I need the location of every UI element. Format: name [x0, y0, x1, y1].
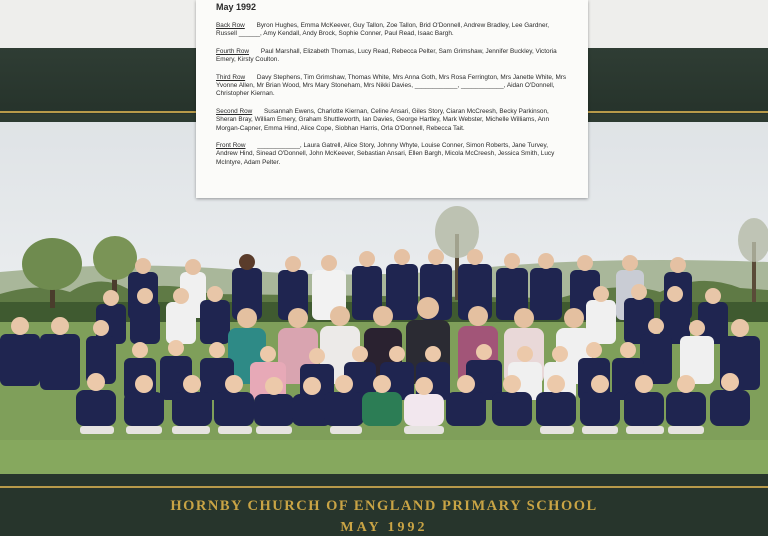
lawn-foreground — [0, 440, 768, 474]
row-names: Paul Marshall, Elizabeth Thomas, Lucy Read, Rebecca Pelter, Sam Grimshaw, Jennifer Buckley, Victoria Emery, Kirsty Coulton. — [216, 47, 557, 64]
school-name-inscription: HORNBY CHURCH OF ENGLAND PRIMARY SCHOOL — [170, 498, 598, 514]
row-names: Byron Hughes, Emma McKeever, Guy Tallon, Zoe Tallon, Brid O'Donnell, Andrew Bradley, Lee Gardner, Russell ______, Amy Kendall, Andy Brock, Sophie Conner, Paul Read, Isaac Bargh. — [216, 22, 550, 38]
row-heading: Fourth Row — [216, 47, 250, 55]
row-heading: Second Row — [216, 107, 253, 115]
gold-rule-bottom — [0, 486, 768, 488]
row-heading: Back Row — [216, 22, 245, 29]
caption-row-front — [216, 142, 570, 167]
row-names: Susannah Ewens, Charlotte Kiernan, Celine Ansari, Giles Story, Ciaran McCreesh, Becky Parkinson, Sheran Bray, William Emery, Graham Shuttleworth, Ian Davies, George Hartley, Mark Webster, Michelle Williams, Ann Morgan-Capner, Emma Hind, Alice Cope, Siobhan Harris, Orla O'Donnell, Rebecca Tait. — [216, 107, 550, 132]
row-heading: Front Row — [216, 142, 246, 150]
caption-row-third — [216, 74, 570, 99]
caption-row-second — [216, 108, 570, 133]
caption-date: May 1992 — [216, 2, 257, 12]
row-names: Davy Stephens, Tim Grimshaw, Thomas White, Mrs Anna Goth, Mrs Rosa Ferrington, Mrs Janette White, Mrs Yvonne Allen, Mr Brian Wood, Mrs Mary Stoneham, Mrs Nikki Davies, ____________, ____________, Aidan O'Donnell, Christopher Kiernan. — [216, 73, 567, 98]
row-names: ____________, Laura Gatrell, Alice Story, Johnny Whyte, Louise Conner, Simon Roberts, Jane Turvey, Andrew Hind, Sinead O'Donnell, John McKeever, Sebastian Ansari, Ellen Bargh, Micola McCreesh, Jessica Smith, Lucy McIntyre, Adam Pelter. — [216, 142, 555, 166]
caption-row-back — [216, 22, 570, 39]
date-inscription: MAY 1992 — [340, 520, 428, 535]
caption-row-fourth — [216, 48, 570, 65]
names-caption-sheet — [196, 0, 588, 198]
row-heading: Third Row — [216, 73, 246, 81]
